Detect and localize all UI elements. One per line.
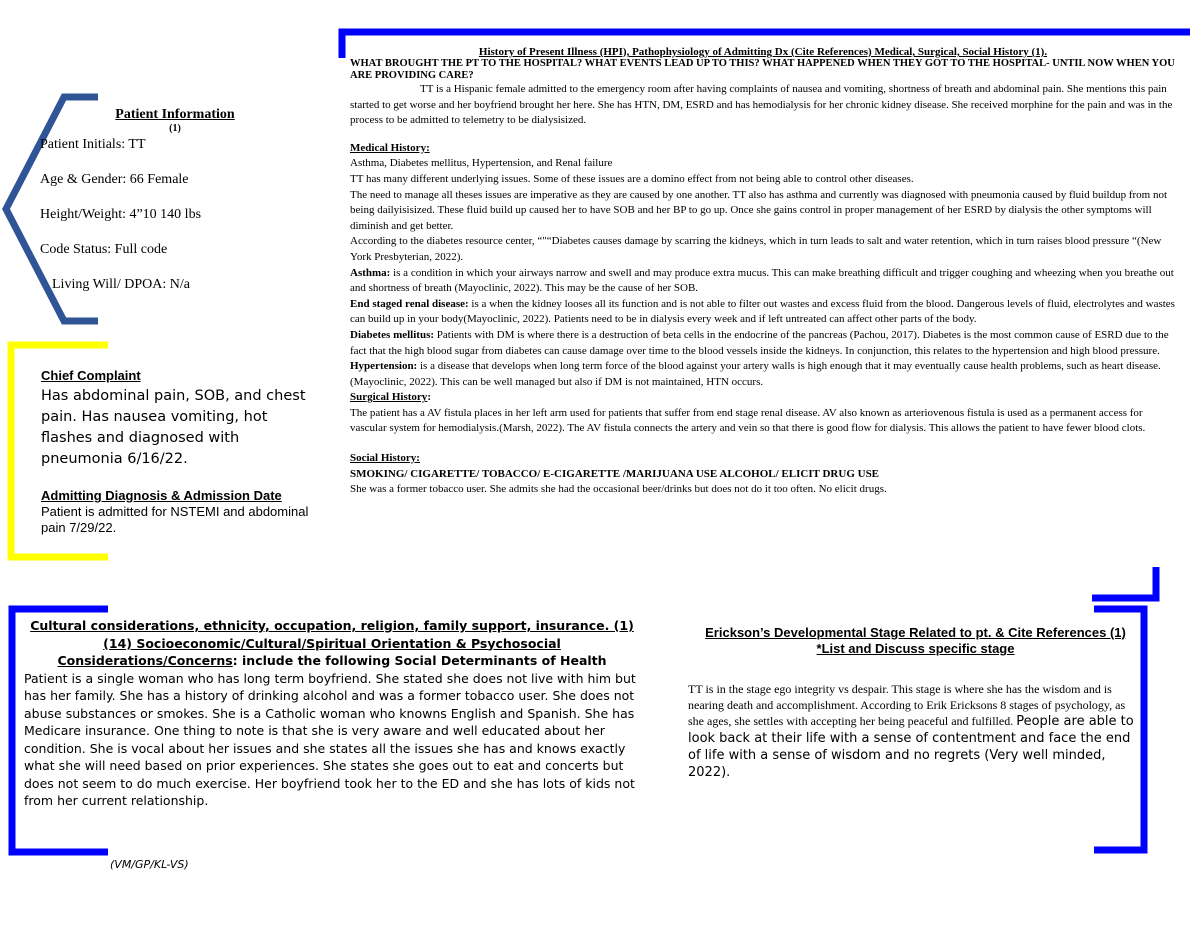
social-history-heading: Social History: bbox=[350, 452, 420, 465]
surgical-history-colon: : bbox=[427, 391, 431, 404]
patient-info-section bbox=[40, 106, 310, 311]
erickson-heading-1: Erickson’s Developmental Stage Related to pt. & Cite References (1) bbox=[705, 625, 1126, 640]
patient-initials: Patient Initials: TT bbox=[40, 137, 146, 152]
erickson-heading-2: *List and Discuss specific stage bbox=[816, 641, 1015, 656]
chief-complaint-text: Has abdominal pain, SOB, and chest pain. Has nausea vomiting, hot flashes and diagnosed with pneumonia 6/16/22. bbox=[41, 388, 306, 467]
hpi-title: History of Present Illness (HPI), Pathophysiology of Admitting Dx (Cite References) Medical, Surgical, Social History (1). bbox=[478, 46, 1048, 58]
patient-info-ref: (1) bbox=[169, 123, 181, 134]
esrd-paragraph bbox=[350, 297, 1176, 328]
cultural-heading-3b: : include the following Social Determinants of Health bbox=[232, 653, 607, 668]
hpi-question: WHAT BROUGHT THE PT TO THE HOSPITAL? WHAT EVENTS LEAD UP TO THIS? WHAT HAPPENED WHEN THEY GOT TO THE HOSPITAL- UNTIL NOW WHEN YOU ARE PROVIDING CARE? bbox=[350, 58, 1175, 81]
admitting-diagnosis-heading: Admitting Diagnosis & Admission Date bbox=[41, 488, 282, 503]
dm-paragraph bbox=[350, 328, 1176, 359]
cultural-heading-3 bbox=[24, 652, 640, 670]
surgical-history-text: The patient has a AV fistula places in her left arm used for patients that suffer from end stage renal disease. AV also known as arteriovenous fistula is used as a permanent access for vascular system for hemodialysis.(Marsh, 2022). The AV fistula connects the artery and vein so that there is good flow for dialysis. This allows the patient to have fewer blood clots. bbox=[350, 406, 1146, 435]
cultural-section bbox=[24, 617, 640, 810]
patient-age-gender: Age & Gender: 66 Female bbox=[40, 172, 189, 187]
erickson-section bbox=[688, 625, 1143, 781]
chief-complaint-heading: Chief Complaint bbox=[41, 368, 141, 383]
hpi-intro: TT is a Hispanic female admitted to the emergency room after having complaints of nausea and vomiting, shortness of breath and abdominal pain. She mentions this pain started to get worse and her boyfriend brought her here. She has HTN, DM, ESRD and has hemodialysis for her chronic kidney disease. She received morphine for the pain and was in the process to be admitted to telemetry to be dialysisized. bbox=[350, 83, 1173, 127]
surgical-history-heading: Surgical History bbox=[350, 391, 428, 404]
dm-text: Patients with DM is where there is a destruction of beta cells in the endocrine of the pancreas (Pachou, 2017). Diabetes is the most common cause of ESRD due to the fact that the high blood sugar from diabetes can cause damage over time to the blood vessels inside the kidneys. In conjunction, this relates to the hypertension and high blood pressure. bbox=[350, 328, 1169, 357]
cultural-heading-2: (14) Socioeconomic/Cultural/Spiritual Orientation & Psychosocial bbox=[103, 635, 561, 651]
asthma-label: Asthma: bbox=[350, 266, 391, 279]
cultural-text: Patient is a single woman who has long term boyfriend. She stated she does not live with him but has her family. She has a history of drinking alcohol and was a former tobacco user. She does not abuse substances or smokes. She is a Catholic woman who knowns English and Spanish. She has Medicare insurance. One thing to note is that she is very aware and well educated about her condition. She is vocal about her issues and she states all the issues she has and knows exactly what she will need based on prior experiences. She states she goes out to eat and concerts but does not seem to do much exercise. Her boyfriend took her to the ED and she has lots of kids not from her current relationship. bbox=[24, 670, 636, 808]
patient-info-title: Patient Information bbox=[115, 107, 235, 122]
patient-height-weight: Height/Weight: 4”10 140 lbs bbox=[40, 207, 202, 222]
patient-living-will: Living Will/ DPOA: N/a bbox=[52, 277, 191, 292]
htn-text: is a disease that develops when long term force of the blood against your artery walls is high enough that it may eventually cause health problems, such as heart disease.(Mayoclinic, 2022). This can be well managed but also if DM is not maintained, HTN occurs. bbox=[350, 360, 1161, 388]
social-history-text: She was a former tobacco user. She admits she had the occasional beer/drinks but does not do it too often. No elicit drugs. bbox=[350, 483, 887, 496]
social-history-subheading: SMOKING/ CIGARETTE/ TOBACCO/ E-CIGARETTE /MARIJUANA USE ALCOHOL/ ELICIT DRUG USE bbox=[350, 467, 880, 480]
medical-history-text-2: The need to manage all theses issues are imperative as they are caused by one another. TT also has asthma and currently was diagnosed with pneumonia caused by fluid buildup from not being dailyisisized. These fluid build up caused her to have SOB and her BP to go up. Once she gains control in proper management of her ESRD by dialysis the other symptoms will diminish and get better. bbox=[350, 188, 1168, 232]
htn-paragraph bbox=[350, 359, 1176, 390]
cultural-heading-1: Cultural considerations, ethnicity, occupation, religion, family support, insurance. (1) bbox=[30, 618, 634, 633]
erickson-text bbox=[688, 681, 1143, 781]
hpi-bracket-bottom bbox=[1092, 567, 1156, 598]
erickson-text-sans: People are able to look back at their life with a sense of contentment and face the end of life with a sense of wisdom and no regrets (Very well minded, 2022). bbox=[688, 714, 1134, 780]
medical-history-text-1: TT has many different underlying issues. Some of these issues are a domino effect from not being able to control other diseases. bbox=[350, 172, 914, 185]
esrd-text: is a when the kidney looses all its function and is not able to filter out wastes and excess fluid from the blood. Dangerous levels of fluid, electrolytes and wastes can build up in your body(Mayoclinic, 2022). Patients need to be in dialysis every week and if left untreated can affect other parts of the body. bbox=[350, 297, 1175, 326]
footer-initials: (VM/GP/KL-VS) bbox=[110, 858, 189, 871]
surgical-history-heading-line bbox=[350, 390, 1176, 406]
htn-label: Hypertension: bbox=[350, 360, 418, 373]
esrd-label: End staged renal disease: bbox=[350, 297, 469, 310]
dm-label: Diabetes mellitus: bbox=[350, 328, 435, 341]
patient-code-status: Code Status: Full code bbox=[40, 242, 168, 257]
medical-history-quote: According to the diabetes resource center, “"“Diabetes causes damage by scarring the kidneys, which in turn leads to salt and water retention, which in turn raises blood pressure “(New York Presbyterian, 2022). bbox=[350, 235, 1162, 263]
cultural-heading-3a: Considerations/Concerns bbox=[57, 653, 233, 668]
asthma-text: is a condition in which your airways narrow and swell and may produce extra mucus. This can make breathing difficult and trigger coughing and wheezing when you breathe out and shortness of breath (Mayoclinic, 2022). This may be the cause of her SOB. bbox=[350, 266, 1174, 295]
hpi-section bbox=[350, 46, 1176, 498]
erickson-text-serif: TT is in the stage ego integrity vs despair. This stage is where she has the wisdom and is nearing death and accomplishment. According to Erik Ericksons 8 stages of psychology, as she ages, she settles with accepting her being peaceful and fulfilled. bbox=[688, 682, 1126, 728]
medical-history-heading: Medical History: bbox=[350, 141, 430, 154]
asthma-paragraph bbox=[350, 266, 1176, 297]
admitting-diagnosis-text: Patient is admitted for NSTEMI and abdominal pain 7/29/22. bbox=[41, 504, 309, 535]
chief-complaint-section bbox=[41, 368, 311, 536]
medical-history-list: Asthma, Diabetes mellitus, Hypertension, and Renal failure bbox=[350, 157, 613, 170]
